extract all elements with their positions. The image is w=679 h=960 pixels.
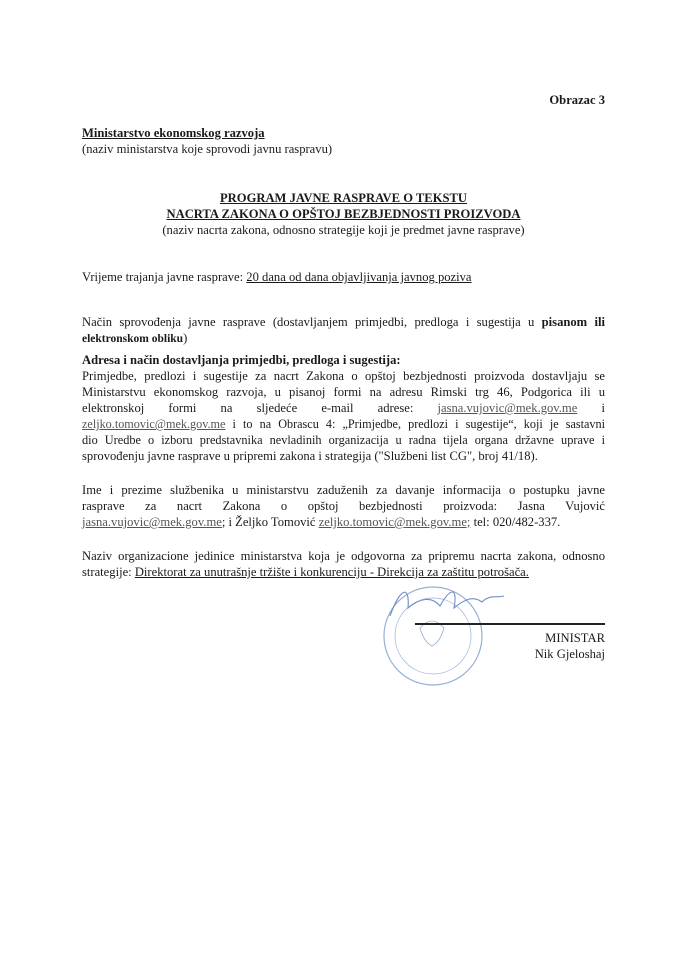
- telephone: tel: 020/482-337.: [473, 515, 561, 529]
- duration: [82, 269, 605, 285]
- email-link-jasna-2[interactable]: jasna.vujovic@mek.gov.me: [82, 515, 222, 529]
- form-label: Obrazac 3: [549, 93, 605, 107]
- unit-section: [82, 548, 605, 580]
- title-caption: (naziv nacrta zakona, odnosno strategije koji je predmet javne rasprave): [162, 223, 525, 237]
- officials-section: [82, 482, 605, 530]
- signatory-title: MINISTAR: [545, 631, 605, 645]
- ministry-name: Ministarstvo ekonomskog razvoja: [82, 126, 265, 140]
- signatory: [450, 630, 605, 662]
- address-section: [82, 352, 605, 464]
- address-line: i to na Obrascu 4: „Primjedbe, predlozi i sugestije“, koji je sastavni: [232, 417, 606, 431]
- address-line: elektronskoj formi na sljedeće e-mail adrese:: [82, 401, 414, 415]
- email-link-zeljko-2[interactable]: zeljko.tomovic@mek.gov.me;: [318, 515, 471, 529]
- duration-label: Vrijeme trajanja javne rasprave:: [82, 270, 244, 284]
- email-link-zeljko[interactable]: zeljko.tomovic@mek.gov.me: [82, 417, 226, 431]
- signatory-name: Nik Gjeloshaj: [534, 647, 605, 661]
- address-line: dio Uredbe o izboru predstavnika nevladinih organizacija u radna tijela organa državne uprave i: [82, 433, 605, 447]
- title-line-2: NACRTA ZAKONA O OPŠTOJ BEZBJEDNOSTI PROIZVODA: [166, 207, 521, 221]
- address-line: sprovođenju javne rasprave u pripremi zakona i strategija ("Službeni list CG", broj 41/18).: [82, 449, 538, 463]
- officials-line: Ime i prezime službenika u ministarstvu zaduženih za davanje informacija o postupku javne: [82, 483, 605, 497]
- ministry-block: [82, 125, 605, 157]
- method-bold-2: elektronskom obliku: [82, 333, 184, 345]
- and-text: i: [601, 401, 605, 415]
- address-line: Ministarstvu ekonomskog razvoja, u pisanoj formi na adresu Rimski trg 46, Podgorica ili u: [82, 385, 605, 399]
- officials-mid: ; i Željko Tomović: [221, 515, 316, 529]
- unit-value: Direktorat za unutrašnje tržište i konkurenciju - Direkcija za zaštitu potrošača.: [134, 565, 529, 579]
- handwritten-signature: [390, 592, 504, 616]
- email-link-jasna[interactable]: jasna.vujovic@mek.gov.me: [437, 401, 578, 415]
- signature-line: [415, 623, 605, 625]
- address-line: Primjedbe, predlozi i sugestije za nacrt Zakona o opštoj bezbjednosti proizvoda dostavljaju se: [82, 369, 605, 383]
- method-bold-1: pisanom ili: [541, 315, 605, 329]
- document-title: [82, 190, 605, 238]
- duration-value: 20 dana od dana objavljivanja javnog poziva: [246, 270, 472, 284]
- ministry-caption: (naziv ministarstva koje sprovodi javnu raspravu): [82, 142, 333, 156]
- unit-prefix: strategije:: [82, 565, 132, 579]
- method-text: Način sprovođenja javne rasprave (dostavljanjem primjedbi, predloga i sugestija u: [82, 315, 535, 329]
- officials-line: rasprave za nacrt Zakona o opštoj bezbjednosti proizvoda: Jasna Vujović: [82, 499, 605, 513]
- title-line-1: PROGRAM JAVNE RASPRAVE O TEKSTU: [219, 191, 467, 205]
- method-end: ): [183, 331, 188, 345]
- method: [82, 314, 605, 346]
- address-heading: Adresa i način dostavljanja primjedbi, predloga i sugestija:: [82, 353, 401, 367]
- unit-line: Naziv organizacione jedinice ministarstva koja je odgovorna za pripremu nacrta zakona, odnosno: [82, 549, 605, 563]
